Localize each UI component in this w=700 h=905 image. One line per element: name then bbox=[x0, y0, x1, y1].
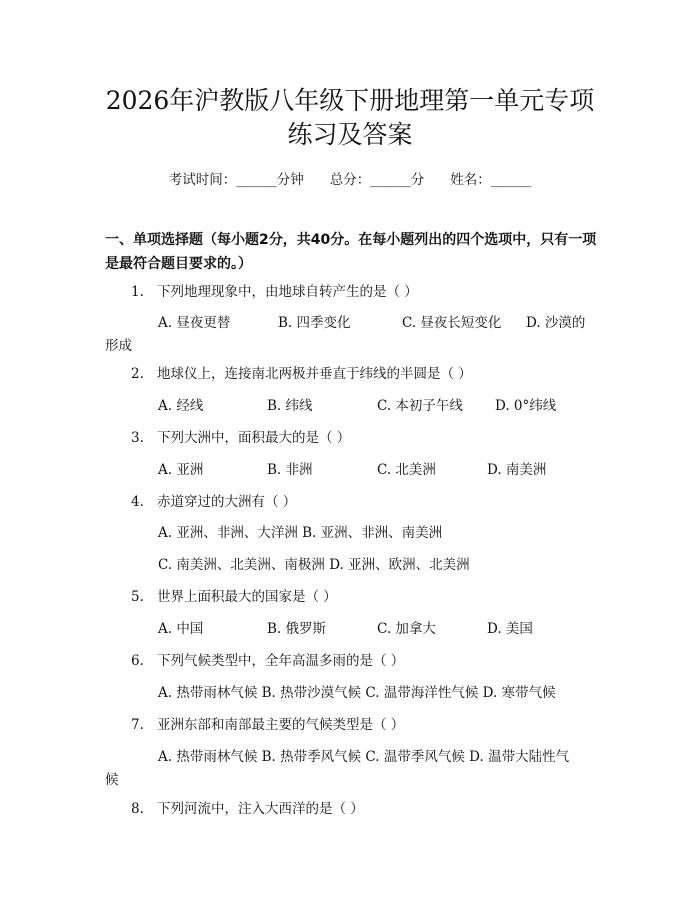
question-number: 3. bbox=[131, 430, 144, 446]
question-number: 1. bbox=[131, 284, 144, 300]
option-c: C. 北美洲 bbox=[377, 462, 436, 478]
option-a: A. 中国 bbox=[158, 621, 204, 637]
question-text: 亚洲东部和南部最主要的气候类型是（ ） bbox=[157, 717, 405, 733]
option-c: C. 昼夜长短变化 bbox=[402, 315, 502, 331]
question-text: 下列地理现象中，由地球自转产生的是（ ） bbox=[157, 284, 418, 300]
page-title: 2026年沪教版八年级下册地理第一单元专项 bbox=[105, 86, 595, 115]
question-1-options bbox=[158, 314, 585, 332]
question-number: 5. bbox=[131, 589, 144, 605]
question-text: 下列气候类型中，全年高温多雨的是（ ） bbox=[157, 653, 405, 669]
question-4-options-line2: C. 南美洲、北美洲、南极洲 D. 亚洲、欧洲、北美洲 bbox=[158, 557, 470, 573]
option-wrap: 候 bbox=[105, 772, 119, 788]
option-wrap: 形成 bbox=[105, 338, 132, 354]
option-a: A. 经线 bbox=[158, 398, 204, 414]
option-a: A. 昼夜更替 bbox=[158, 315, 231, 331]
question-number: 2. bbox=[131, 366, 144, 382]
student-name: 姓名：______ bbox=[450, 172, 532, 188]
question-text: 世界上面积最大的国家是（ ） bbox=[157, 589, 337, 605]
option-c: C. 加拿大 bbox=[377, 621, 436, 637]
question-3-options bbox=[158, 461, 546, 479]
question-5-options bbox=[158, 620, 533, 638]
section-heading: 一、单项选择题（每小题2分，共40分。在每小题列出的四个选项中，只有一项是最符合题目要求的。） bbox=[105, 232, 597, 272]
question-4-options-line1: A. 亚洲、非洲、大洋洲 B. 亚洲、非洲、南美洲 bbox=[158, 525, 443, 541]
exam-info bbox=[0, 168, 700, 188]
question-7-options: A. 热带雨林气候 B. 热带季风气候 C. 温带季风气候 D. 温带大陆性气 bbox=[158, 749, 570, 765]
question-number: 8. bbox=[131, 801, 144, 817]
option-d: D. 美国 bbox=[487, 621, 533, 637]
page-title-line2: 练习及答案 bbox=[287, 120, 413, 149]
question-2-options bbox=[158, 397, 556, 415]
question-text: 下列河流中，注入大西洋的是（ ） bbox=[157, 801, 364, 817]
question-text: 地球仪上，连接南北两极并垂直于纬线的半圆是（ ） bbox=[157, 366, 472, 382]
question-6-options: A. 热带雨林气候 B. 热带沙漠气候 C. 温带海洋性气候 D. 寒带气候 bbox=[158, 685, 556, 701]
option-b: B. 四季变化 bbox=[278, 315, 351, 331]
option-b: B. 非洲 bbox=[267, 462, 313, 478]
option-d: D. 沙漠的 bbox=[526, 315, 586, 331]
option-b: B. 纬线 bbox=[267, 398, 313, 414]
question-number: 7. bbox=[131, 717, 144, 733]
question-number: 6. bbox=[131, 653, 144, 669]
option-d: D. 0°纬线 bbox=[495, 398, 557, 414]
option-a: A. 亚洲 bbox=[158, 462, 204, 478]
question-text: 下列大洲中，面积最大的是（ ） bbox=[157, 430, 351, 446]
question-text: 赤道穿过的大洲有（ ） bbox=[157, 494, 297, 510]
question-number: 4. bbox=[131, 494, 144, 510]
option-c: C. 本初子午线 bbox=[377, 398, 463, 414]
option-b: B. 俄罗斯 bbox=[267, 621, 327, 637]
exam-time: 考试时间：______分钟 bbox=[168, 172, 304, 188]
option-d: D. 南美洲 bbox=[487, 462, 547, 478]
total-score: 总分：______分 bbox=[329, 172, 425, 188]
